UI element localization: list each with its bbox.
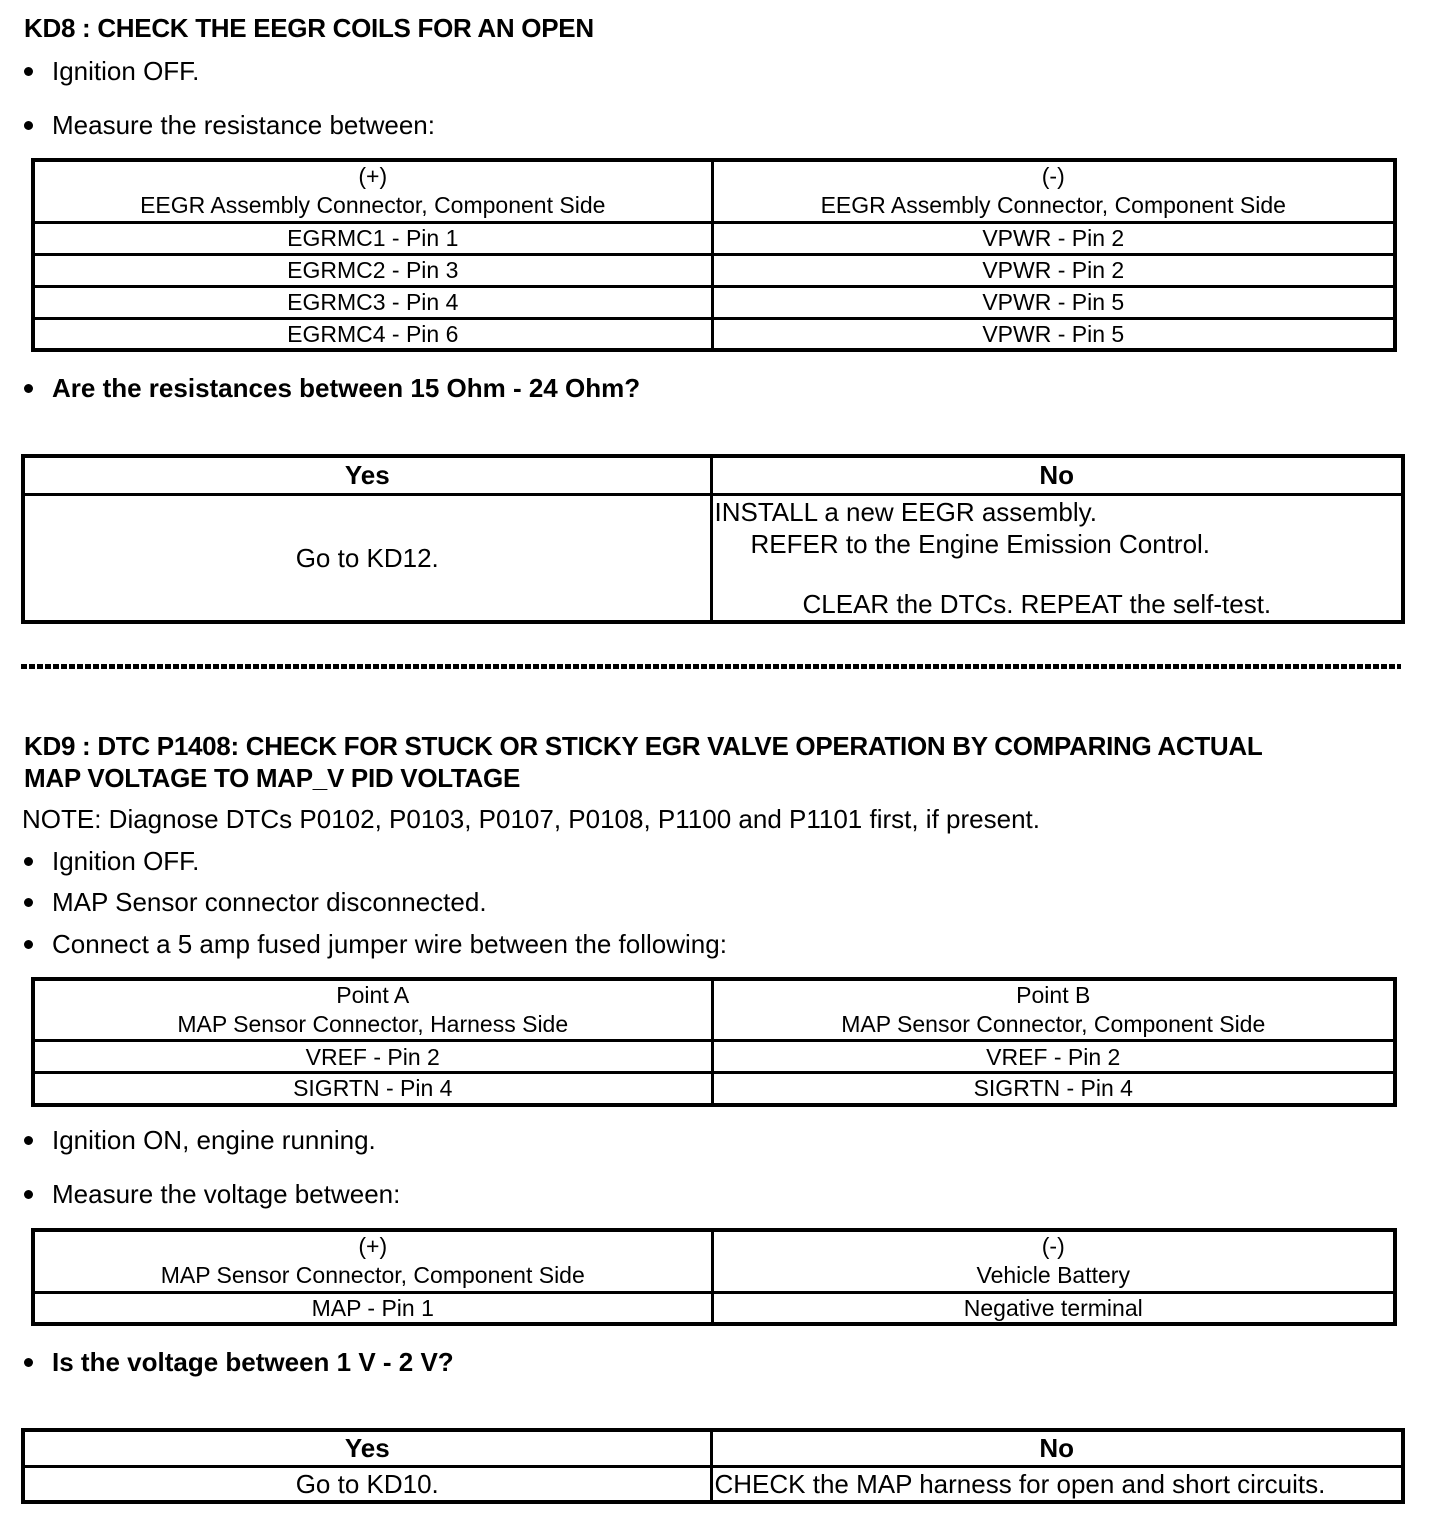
kd9-step: [24, 887, 487, 917]
kd9-heading-line1: KD9 : DTC P1408: CHECK FOR STUCK OR STICKY EGR VALVE OPERATION BY COMPARING ACTUAL: [24, 731, 1263, 761]
cell-point-b: VREF - Pin 2: [712, 1041, 1395, 1073]
cell-negative: VPWR - Pin 5: [712, 318, 1395, 350]
kd9-decision-table: [21, 1428, 1405, 1504]
table-row: [33, 318, 1395, 350]
step-text: Ignition OFF.: [52, 846, 200, 876]
kd9-jumper-table: [31, 977, 1397, 1107]
no-header: No: [711, 1430, 1403, 1466]
step-text: Measure the voltage between:: [52, 1179, 401, 1209]
header-point-a: [33, 979, 712, 1041]
kd9-step: [24, 846, 199, 876]
kd9-step: [24, 929, 727, 959]
step-text: Ignition ON, engine running.: [52, 1125, 376, 1155]
kd9-voltage-table: [31, 1228, 1397, 1326]
bullet-icon: [24, 67, 33, 76]
step-text: MAP Sensor connector disconnected.: [52, 887, 487, 917]
cell-positive: EGRMC1 - Pin 1: [33, 222, 712, 254]
cell-point-a: VREF - Pin 2: [33, 1041, 712, 1073]
table-row: [33, 222, 1395, 254]
bullet-icon: [24, 121, 33, 130]
cell-negative: VPWR - Pin 2: [712, 222, 1395, 254]
bullet-icon: [24, 384, 33, 393]
kd8-decision-table: [21, 454, 1405, 624]
polarity-label: (+): [358, 1233, 388, 1260]
kd9-note: NOTE: Diagnose DTCs P0102, P0103, P0107, P0108, P1100 and P1101 first, if present.: [22, 804, 1040, 834]
kd9-step: [24, 1125, 376, 1155]
cell-positive: EGRMC4 - Pin 6: [33, 318, 712, 350]
header-negative: [712, 160, 1395, 222]
connector-label: Vehicle Battery: [976, 1262, 1130, 1289]
table-row: [23, 1466, 1403, 1502]
table-row: [33, 254, 1395, 286]
header-positive: [33, 160, 712, 222]
cell-negative: Negative terminal: [712, 1292, 1395, 1324]
kd8-step-ignition-off: [24, 56, 199, 86]
table-row: [33, 1073, 1395, 1105]
no-action-line: INSTALL a new EEGR assembly.: [714, 496, 1097, 527]
kd9-question: [24, 1347, 454, 1377]
header-negative: [712, 1230, 1395, 1292]
header-point-b: [712, 979, 1395, 1041]
kd8-question: [24, 373, 640, 403]
question-text: Are the resistances between 15 Ohm - 24 Ohm?: [52, 373, 641, 403]
bullet-icon: [24, 857, 33, 866]
bullet-icon: [24, 1358, 33, 1367]
kd8-heading: KD8 : CHECK THE EEGR COILS FOR AN OPEN: [24, 13, 594, 43]
kd9-heading-line2: MAP VOLTAGE TO MAP_V PID VOLTAGE: [24, 763, 521, 793]
cell-negative: VPWR - Pin 2: [712, 254, 1395, 286]
cell-positive: EGRMC3 - Pin 4: [33, 286, 712, 318]
question-text: Is the voltage between 1 V - 2 V?: [52, 1347, 454, 1377]
no-cell: [711, 494, 1403, 622]
yes-header: Yes: [23, 456, 711, 494]
connector-label: MAP Sensor Connector, Harness Side: [177, 1011, 569, 1037]
table-header-row: [23, 456, 1403, 494]
polarity-label: (+): [358, 163, 388, 190]
no-header: No: [711, 456, 1403, 494]
connector-label: MAP Sensor Connector, Component Side: [160, 1262, 585, 1289]
connector-label: EEGR Assembly Connector, Component Side: [140, 192, 606, 219]
header-positive: [33, 1230, 712, 1292]
bullet-icon: [24, 1136, 33, 1145]
no-action-line: CLEAR the DTCs. REPEAT the self-test.: [802, 588, 1272, 619]
yes-cell: Go to KD10.: [23, 1466, 711, 1502]
step-text: Connect a 5 amp fused jumper wire between the following:: [52, 929, 727, 959]
table-row: [33, 1041, 1395, 1073]
polarity-label: (-): [1041, 1233, 1065, 1260]
cell-positive: MAP - Pin 1: [33, 1292, 712, 1324]
table-header-row: [33, 979, 1395, 1041]
table-header-row: [33, 160, 1395, 222]
table-row: [33, 286, 1395, 318]
kd9-step: [24, 1179, 400, 1209]
bullet-icon: [24, 940, 33, 949]
kd8-resistance-table: [31, 158, 1397, 352]
point-label: Point B: [1016, 982, 1091, 1008]
cell-negative: VPWR - Pin 5: [712, 286, 1395, 318]
bullet-icon: [24, 1190, 33, 1199]
no-action-line: REFER to the Engine Emission Control.: [750, 528, 1211, 559]
no-cell: CHECK the MAP harness for open and short circuits.: [711, 1466, 1403, 1502]
section-divider: [21, 664, 1401, 669]
connector-label: MAP Sensor Connector, Component Side: [841, 1011, 1266, 1037]
yes-cell: [23, 494, 711, 622]
kd9-heading: [24, 730, 1262, 794]
yes-action: Go to KD12.: [295, 542, 439, 573]
table-header-row: [33, 1230, 1395, 1292]
step-text: Ignition OFF.: [52, 56, 200, 86]
kd8-step-measure: [24, 110, 435, 140]
point-label: Point A: [336, 982, 410, 1008]
cell-point-b: SIGRTN - Pin 4: [712, 1073, 1395, 1105]
yes-header: Yes: [23, 1430, 711, 1466]
table-row: [23, 494, 1403, 622]
table-header-row: [23, 1430, 1403, 1466]
bullet-icon: [24, 898, 33, 907]
table-row: [33, 1292, 1395, 1324]
cell-positive: EGRMC2 - Pin 3: [33, 254, 712, 286]
cell-point-a: SIGRTN - Pin 4: [33, 1073, 712, 1105]
connector-label: EEGR Assembly Connector, Component Side: [820, 192, 1286, 219]
polarity-label: (-): [1041, 163, 1065, 190]
step-text: Measure the resistance between:: [52, 110, 435, 140]
